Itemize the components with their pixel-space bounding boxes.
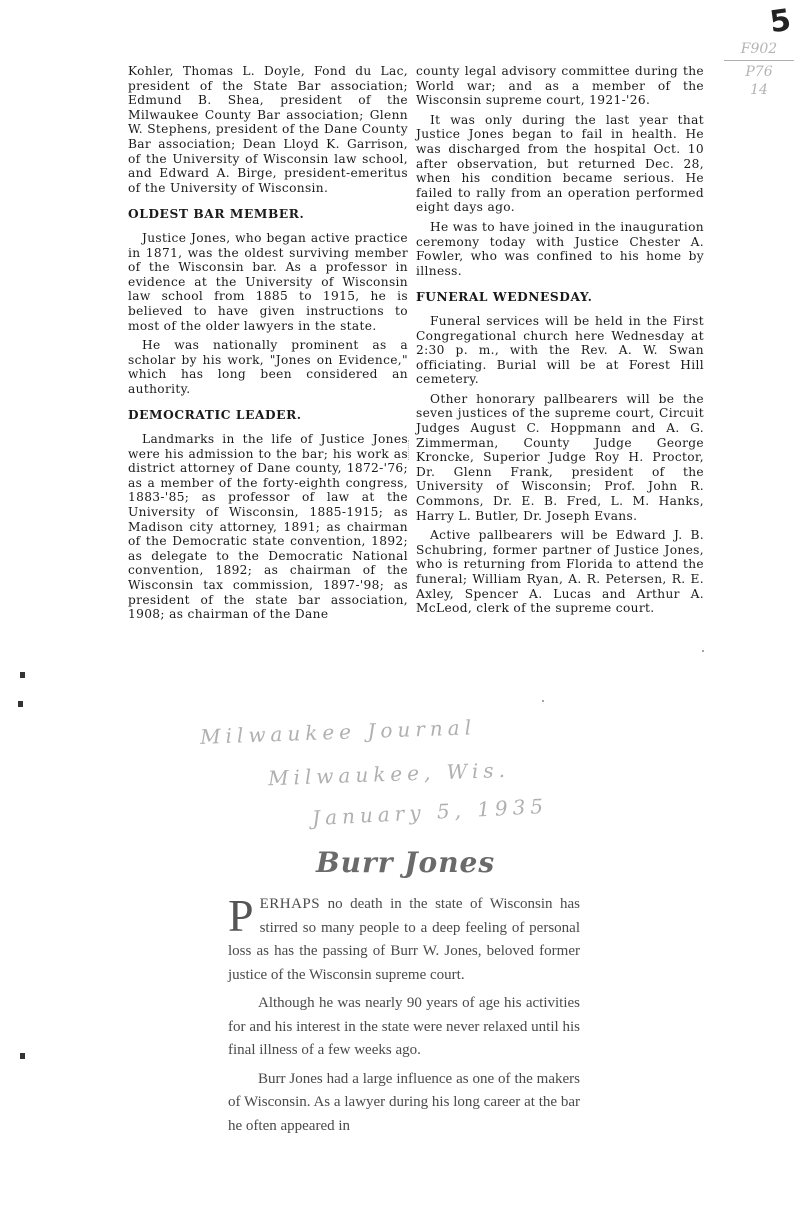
handwritten-source-date: January 5, 1935 [311, 793, 549, 831]
column-gutter-marks [408, 440, 411, 460]
continued-paragraph: Kohler, Thomas L. Doyle, Fond du Lac, president of the State Bar association; Edmund B. Shea, president of the Milwaukee County Bar association; Glenn W. Stephens, president of the Dane County Bar association; Dean Lloyd K. Garrison, of the University of Wisconsin law school, and Edward A. Birge, president-emeritus of the University of Wisconsin. [128, 64, 408, 195]
lead-caps: ERHAPS [259, 896, 321, 912]
editorial-lead-paragraph [228, 890, 580, 987]
reference-line-2: P76 [745, 64, 773, 80]
paragraph: Funeral services will be held in the First Congregational church here Wednesday at 2:30 p. m., with the Rev. A. W. Swan officiating. Burial will be at Forest Hill cemetery. [416, 313, 704, 387]
section-heading-oldest-bar-member: OLDEST BAR MEMBER. [128, 207, 305, 222]
paragraph: Landmarks in the life of Justice Jones were his admission to the bar; his work as district attorney of Dane county, 1872-'76; as a member of the forty-eighth congress, 1883-'85; as professor of law at the University of Wisconsin, 1885-1915; as Madison city attorney, 1891; as chairman of the Democratic state convention, 1892; as delegate to the Democratic National convention, 1892; as chairman of the Wisconsin tax commission, 1897-'98; as president of the state bar association, 1908; as chairman of the Dane [128, 432, 408, 622]
reference-line-3: 14 [750, 82, 768, 98]
article-column-left [128, 64, 408, 622]
reference-divider [724, 60, 794, 61]
paragraph: He was nationally prominent as a scholar by his work, "Jones on Evidence," which has long been considered an authority. [128, 338, 408, 396]
archive-reference-annotation [724, 40, 794, 99]
editorial-title: Burr Jones [316, 846, 496, 879]
paragraph: Justice Jones, who began active practice in 1871, was the oldest surviving member of the Wisconsin bar. As a professor in evidence at the University of Wisconsin law school from 1885 to 1915, he is believed to have given instructions to most of the older lawyers in the state. [128, 230, 408, 333]
paragraph: He was to have joined in the inauguration ceremony today with Justice Chester A. Fowler, who was confined to his home by illness. [416, 219, 704, 278]
drop-cap: P [228, 890, 254, 941]
scan-speck [542, 700, 544, 702]
paragraph: Active pallbearers will be Edward J. B. Schubring, former partner of Justice Jones, who is returning from Florida to attend the funeral; William Ryan, A. R. Petersen, R. E. Axley, Spencer A. Lucas and Arthur A. McLeod, clerk of the supreme court. [416, 528, 704, 616]
paragraph: Other honorary pallbearers will be the seven justices of the supreme court, Circuit Judges August C. Hoppmann and A. G. Zimmerman, County Judge George Kroncke, Superior Judge Roy H. Proctor, Dr. Glenn Frank, president of the University of Wisconsin; Prof. John R. Commons, Dr. E. B. Fred, L. M. Hanks, Harry L. Butler, Dr. Joseph Evans. [416, 391, 704, 523]
article-column-right [416, 64, 704, 616]
reference-line-1: F902 [740, 41, 778, 57]
section-heading-democratic-leader: DEMOCRATIC LEADER. [128, 408, 302, 423]
section-heading-funeral-wednesday: FUNERAL WEDNESDAY. [416, 290, 593, 305]
lead-text: no death in the state of Wisconsin has stirred so many people to a deep feeling of personal loss as has the passing of Burr W. Jones, beloved former justice of the Wisconsin supreme court. [228, 896, 580, 983]
scan-speck [702, 650, 704, 652]
page-number-annotation: 5 [767, 2, 794, 41]
continued-paragraph: county legal advisory committee during the World war; and as a member of the Wisconsin supreme court, 1921-'26. [416, 64, 704, 108]
handwritten-source-publication: Milwaukee Journal [199, 715, 477, 749]
editorial-article [228, 890, 580, 1138]
punch-hole-mark [20, 672, 25, 678]
punch-hole-mark [20, 1053, 25, 1059]
editorial-paragraph: Burr Jones had a large influence as one of the makers of Wisconsin. As a lawyer during his long career at the bar he often appeared in [228, 1070, 580, 1134]
handwritten-source-city: Milwaukee, Wis. [267, 757, 511, 791]
editorial-paragraph: Although he was nearly 90 years of age his activities for and his interest in the state were never relaxed until his final illness of a few weeks ago. [228, 995, 580, 1058]
punch-hole-mark [18, 701, 23, 707]
paragraph: It was only during the last year that Justice Jones began to fail in health. He was discharged from the hospital Oct. 10 after observation, but returned Dec. 28, when his condition became serious. He failed to rally from an operation performed eight days ago. [416, 112, 704, 215]
